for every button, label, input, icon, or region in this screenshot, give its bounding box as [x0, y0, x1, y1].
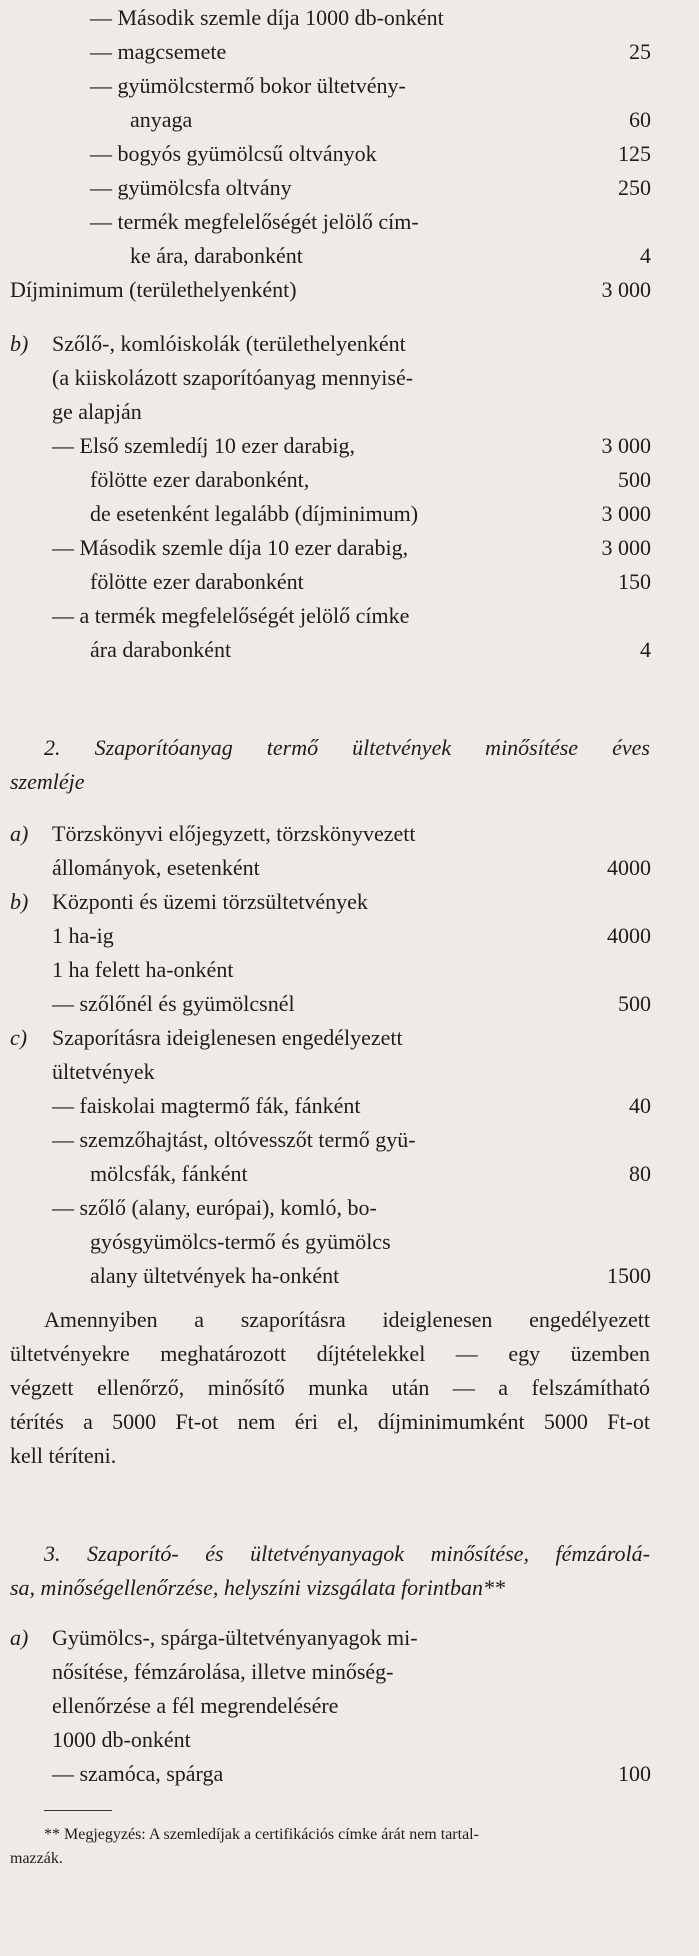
fee-value: 40	[629, 1093, 651, 1118]
text-line: fölötte ezer darabonként,	[90, 467, 310, 492]
text-line: állományok, esetenként	[52, 855, 260, 880]
text-line: — a termék megfelelőségét jelölő címke	[52, 603, 410, 628]
footnote-rule	[44, 1810, 112, 1811]
text-line: alany ültetvények ha-onként	[90, 1263, 340, 1288]
text-line: — Második szemle díja 1000 db-onként	[90, 5, 444, 30]
text-line: ellenőrzése a fél megrendelésére	[52, 1693, 339, 1718]
item-marker: b)	[10, 889, 29, 914]
fee-value: 3 000	[601, 433, 651, 458]
paragraph-line: Amennyiben a szaporításra ideiglenesen engedélyezett	[44, 1307, 650, 1332]
text-line: — Első szemledíj 10 ezer darabig,	[52, 433, 356, 458]
text-line: Szaporításra ideiglenesen engedélyezett	[52, 1025, 403, 1050]
item-marker: a)	[10, 1625, 29, 1650]
fee-value: 60	[629, 107, 651, 132]
fee-value: 4	[640, 243, 651, 268]
fee-value: 500	[618, 467, 651, 492]
fee-value: 100	[618, 1761, 651, 1786]
text-line: — gyümölcsfa oltvány	[90, 175, 292, 200]
text-line: — magcsemete	[90, 39, 227, 64]
fee-value: 3 000	[601, 501, 651, 526]
text-line: Törzskönyvi előjegyzett, törzskönyvezett	[52, 821, 416, 846]
text-line: ge alapján	[52, 399, 142, 424]
fee-value: 4	[640, 637, 651, 662]
fee-value: 80	[629, 1161, 651, 1186]
section-title: sa, minőségellenőrzése, helyszíni vizsgálata forintban**	[10, 1575, 505, 1600]
section-title: szemléje	[10, 769, 85, 794]
paragraph-line: térítés a 5000 Ft-ot nem éri el, díjminimumként 5000 Ft-ot	[10, 1409, 650, 1434]
minimum-fee-value: 3 000	[601, 277, 651, 302]
fee-value: 125	[618, 141, 651, 166]
fee-value: 500	[618, 991, 651, 1016]
fee-value: 1500	[607, 1263, 651, 1288]
text-line: (a kiiskolázott szaporítóanyag mennyisé-	[52, 365, 414, 390]
item-marker: c)	[10, 1025, 28, 1050]
text-line: fölötte ezer darabonként	[90, 569, 304, 594]
text-line: — szőlőnél és gyümölcsnél	[52, 991, 295, 1016]
text-line: 1 ha-ig	[52, 923, 114, 948]
text-line: 1 ha felett ha-onként	[52, 957, 234, 982]
fee-value: 250	[618, 175, 651, 200]
fee-value: 4000	[607, 855, 651, 880]
paragraph-line: kell téríteni.	[10, 1443, 117, 1468]
text-line: — szamóca, spárga	[52, 1761, 224, 1786]
fee-value: 4000	[607, 923, 651, 948]
section-title: 2. Szaporítóanyag termő ültetvények minősítése éves	[44, 735, 650, 760]
text-line: — szemzőhajtást, oltóvesszőt termő gyü-	[52, 1127, 416, 1152]
text-line: — bogyós gyümölcsű oltványok	[90, 141, 377, 166]
text-line: 1000 db-onként	[52, 1727, 191, 1752]
text-line: — szőlő (alany, európai), komló, bo-	[52, 1195, 377, 1220]
text-line: — gyümölcstermő bokor ültetvény-	[90, 73, 406, 98]
text-line: ára darabonként	[90, 637, 232, 662]
text-line: anyaga	[130, 107, 193, 132]
text-line: gyósgyümölcs-termő és gyümölcs	[90, 1229, 391, 1254]
text-line: ke ára, darabonként	[130, 243, 303, 268]
minimum-fee-label: Díjminimum (területhelyenként)	[10, 277, 297, 302]
text-line: mölcsfák, fánként	[90, 1161, 248, 1186]
text-line: de esetenként legalább (díjminimum)	[90, 501, 419, 526]
text-line: Szőlő-, komlóiskolák (területhelyenként	[52, 331, 406, 356]
footnote-line: mazzák.	[10, 1850, 63, 1867]
text-line: — termék megfelelőségét jelölő cím-	[90, 209, 419, 234]
fee-value: 150	[618, 569, 651, 594]
fee-value: 3 000	[601, 535, 651, 560]
text-line: ültetvények	[52, 1059, 155, 1084]
item-marker: a)	[10, 821, 29, 846]
paragraph-line: ültetvényekre meghatározott díjtételekkel — egy üzemben	[10, 1341, 650, 1366]
text-line: nősítése, fémzárolása, illetve minőség-	[52, 1659, 394, 1684]
fee-value: 25	[629, 39, 651, 64]
text-line: Gyümölcs-, spárga-ültetvényanyagok mi-	[52, 1625, 418, 1650]
text-line: Központi és üzemi törzsültetvények	[52, 889, 368, 914]
paragraph-line: végzett ellenőrző, minősítő munka után — a felszámítható	[10, 1375, 650, 1400]
footnote-line: ** Megjegyzés: A szemledíjak a certifikációs címke árát nem tartal-	[44, 1826, 479, 1843]
text-line: — faiskolai magtermő fák, fánként	[52, 1093, 361, 1118]
text-line: — Második szemle díja 10 ezer darabig,	[52, 535, 409, 560]
item-marker: b)	[10, 331, 29, 356]
section-title: 3. Szaporító- és ültetvényanyagok minősítése, fémzárolá-	[44, 1541, 650, 1566]
